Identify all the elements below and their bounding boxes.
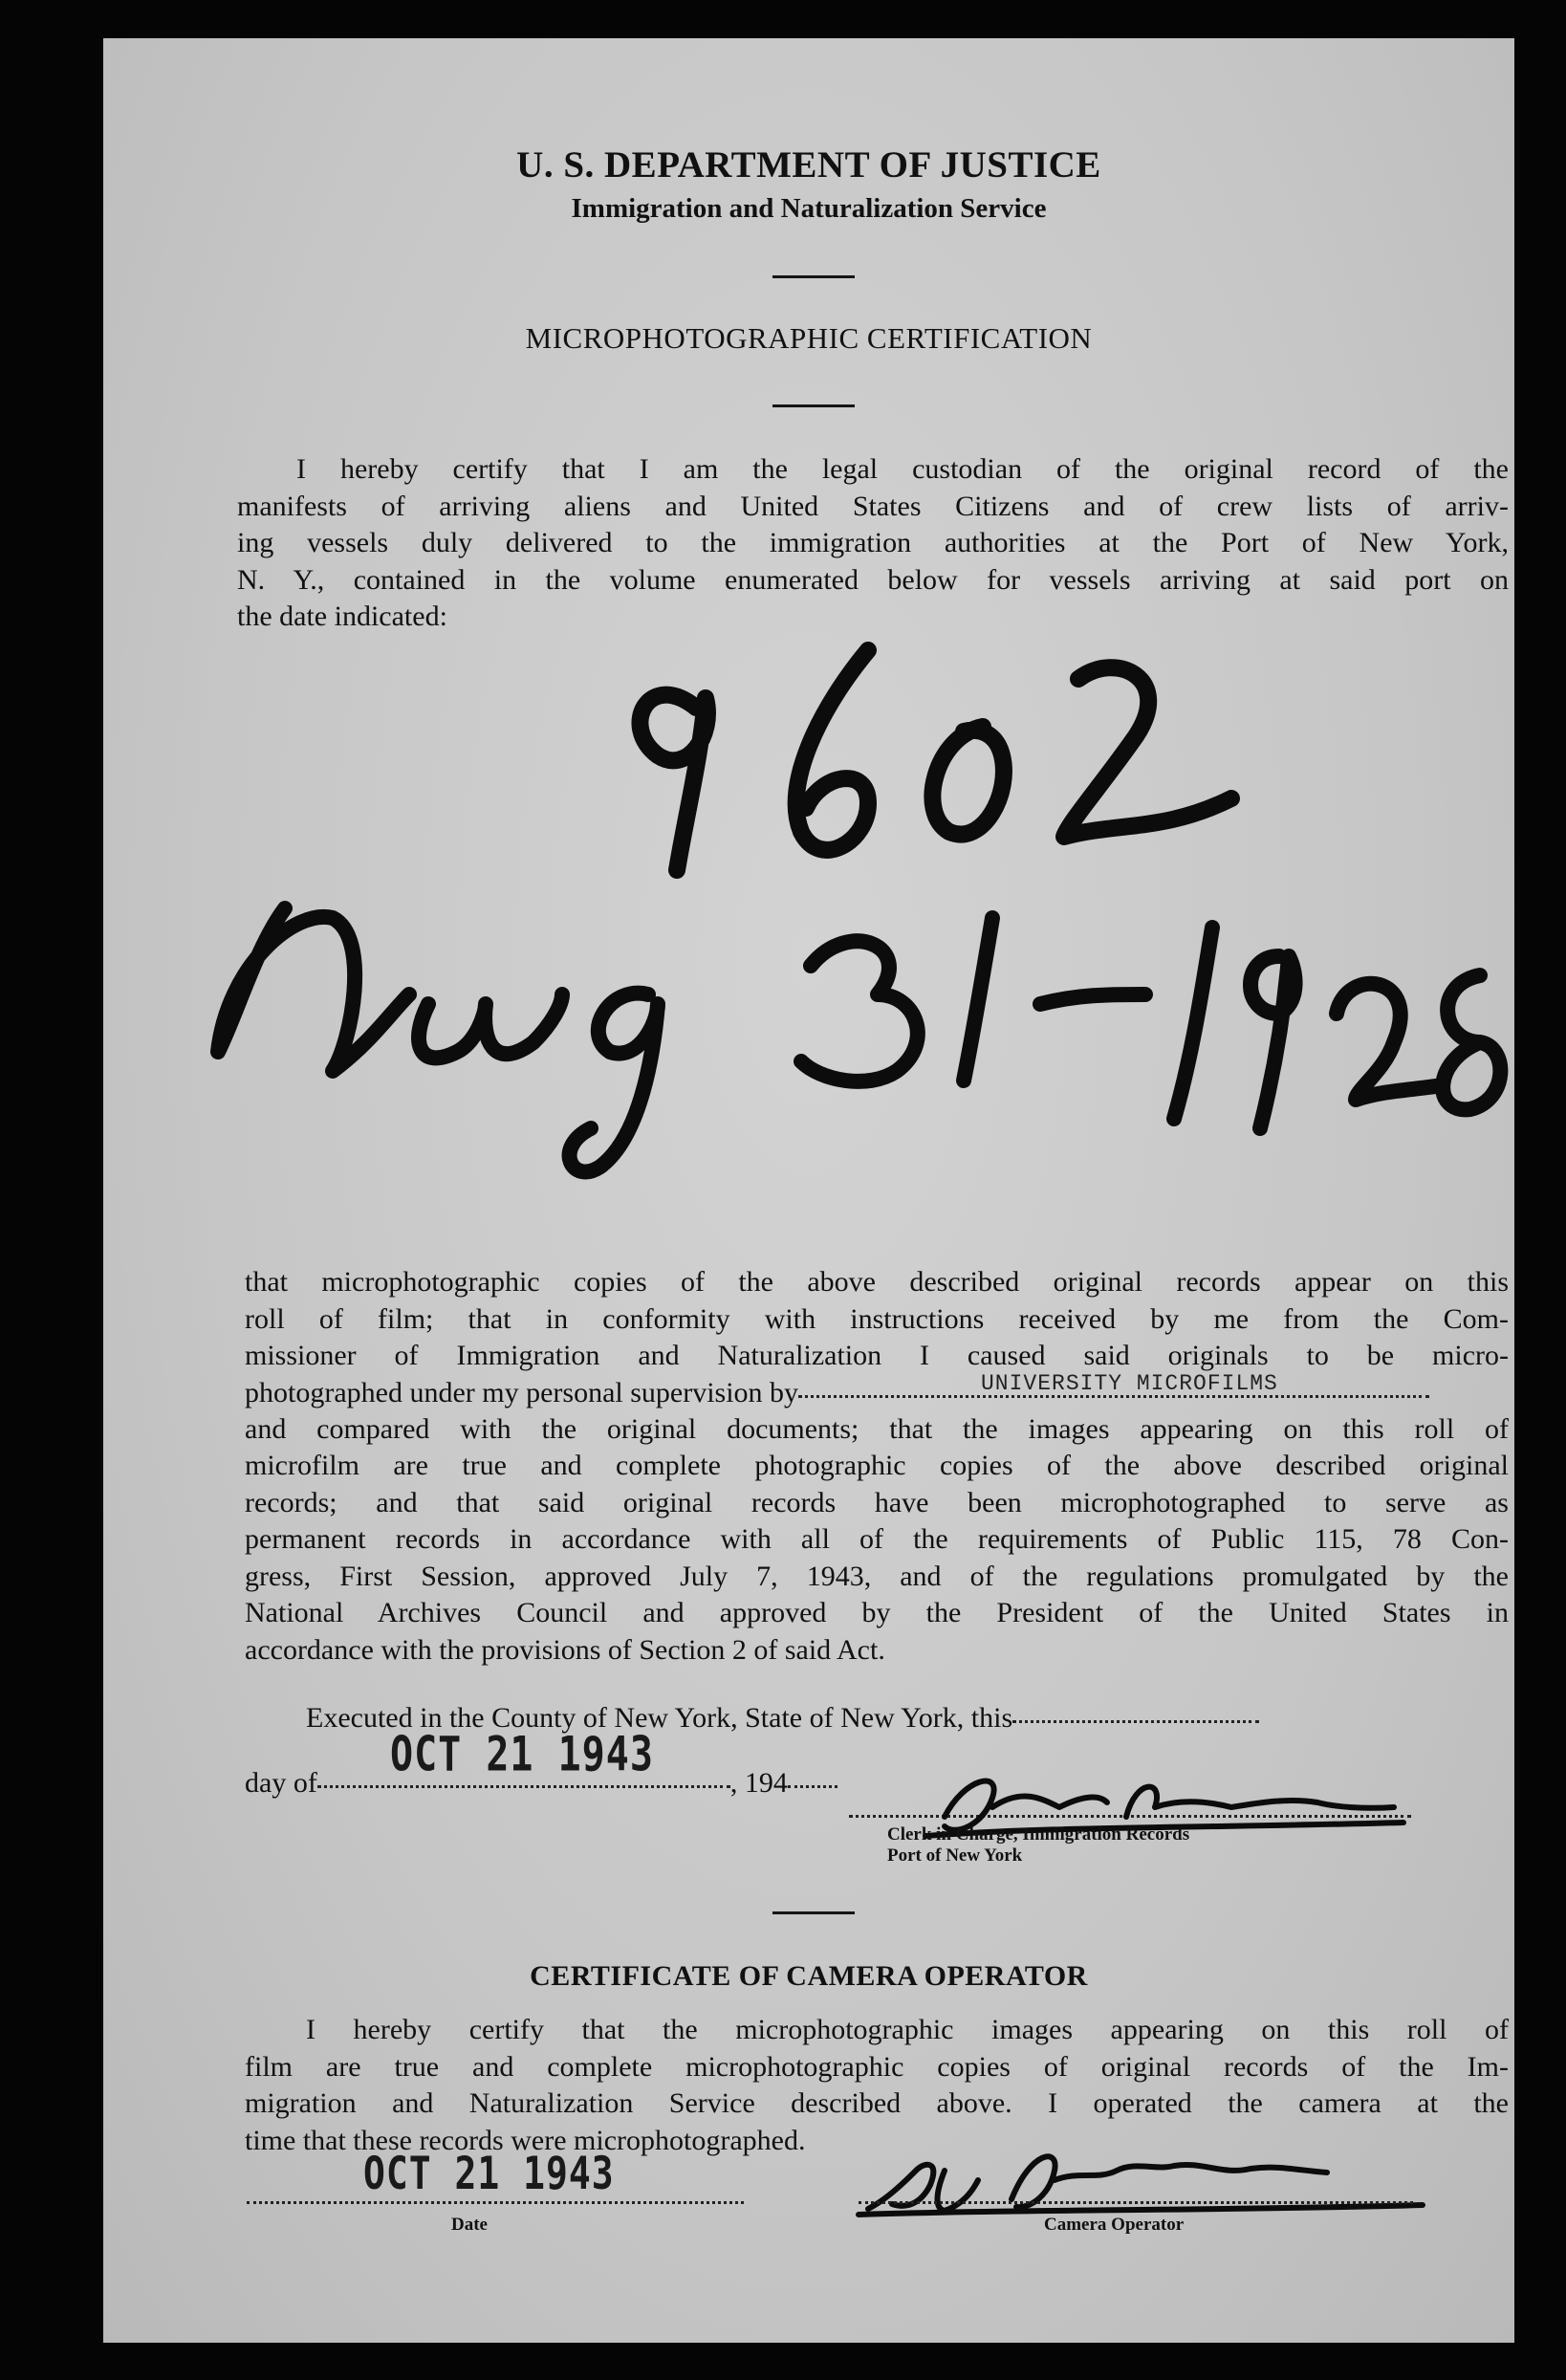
operator-date-stamp: OCT 21 1943	[363, 2147, 615, 2199]
body-line: accordance with the provisions of Section 2 of said Act.	[245, 1633, 885, 1666]
handwritten-volume-number	[581, 593, 1270, 880]
year-prefix: , 194	[729, 1767, 788, 1799]
operator-certificate-title: CERTIFICATE OF CAMERA OPERATOR	[530, 1960, 1088, 1992]
intro-line: ing vessels duly delivered to the immigration authorities at the Port of New York,	[237, 527, 1509, 558]
certificate-sheet	[103, 38, 1514, 2343]
operator-line: I hereby certify that the microphotographic images appearing on this roll of	[306, 2014, 1509, 2045]
certification-title: MICROPHOTOGRAPHIC CERTIFICATION	[525, 321, 1093, 355]
body-line: permanent records in accordance with all of the requirements of Public 115, 78 Con-	[245, 1523, 1509, 1555]
body-line: microfilm are true and complete photographic copies of the above described original	[245, 1450, 1509, 1481]
body-line: roll of film; that in conformity with instructions received by me from the Com-	[245, 1302, 1509, 1335]
header-divider	[772, 275, 855, 278]
operator-certificate-body	[245, 2012, 1509, 2159]
executed-text: Executed in the County of New York, State of New York, this	[306, 1702, 1013, 1734]
service-subheading: Immigration and Naturalization Service	[571, 193, 1047, 224]
body-line: missioner of Immigration and Naturalization I caused said originals to be micro-	[245, 1340, 1509, 1371]
certification-body	[245, 1264, 1509, 1669]
intro-line: manifests of arriving aliens and United States Citizens and of crew lists of arriv-	[237, 490, 1509, 522]
title-divider	[772, 404, 855, 407]
execution-date-stamp: OCT 21 1943	[390, 1727, 654, 1782]
operator-date-line	[247, 2201, 744, 2204]
day-of-label: day of	[245, 1767, 317, 1799]
department-heading: U. S. DEPARTMENT OF JUSTICE	[516, 144, 1101, 186]
body-line: gress, First Session, approved July 7, 1943, and of the regulations promulgated by the	[245, 1560, 1509, 1592]
clerk-title-line: Clerk in Charge, Immigration Records	[887, 1824, 1190, 1845]
operator-signature	[849, 2142, 1442, 2218]
body-line: National Archives Council and approved by the President of the United States in	[245, 1597, 1509, 1628]
day-dotted-line	[317, 1785, 730, 1788]
operator-line: film are true and complete microphotographic copies of original records of the Im-	[245, 2050, 1509, 2083]
supervision-text: photographed under my personal supervision by	[245, 1376, 799, 1408]
operator-line: time that these records were microphotographed.	[245, 2124, 806, 2156]
camera-operator-label: Camera Operator	[1044, 2215, 1185, 2235]
intro-line: the date indicated:	[237, 600, 447, 632]
body-line	[245, 1370, 1509, 1411]
executed-dotted-line	[1012, 1720, 1259, 1723]
intro-line: N. Y., contained in the volume enumerated below for vessels arriving at said port on	[237, 563, 1509, 596]
clerk-port-line: Port of New York	[887, 1845, 1023, 1866]
operator-signature-line	[859, 2201, 1413, 2204]
date-label: Date	[451, 2215, 488, 2235]
clerk-title	[887, 1824, 1189, 1867]
handwritten-date	[151, 851, 1528, 1253]
section-divider	[772, 1911, 855, 1914]
typed-company-name: UNIVERSITY MICROFILMS	[981, 1370, 1278, 1396]
intro-line: I hereby certify that I am the legal custodian of the original record of the	[296, 453, 1509, 485]
body-line: that microphotographic copies of the above described original records appear on this	[245, 1266, 1509, 1298]
body-line: records; and that said original records have been microphotographed to serve as	[245, 1486, 1509, 1518]
year-dotted-line	[788, 1785, 837, 1788]
operator-line: migration and Naturalization Service described above. I operated the camera at the	[245, 2087, 1509, 2119]
body-line: and compared with the original documents; that the images appearing on this roll of	[245, 1412, 1509, 1445]
